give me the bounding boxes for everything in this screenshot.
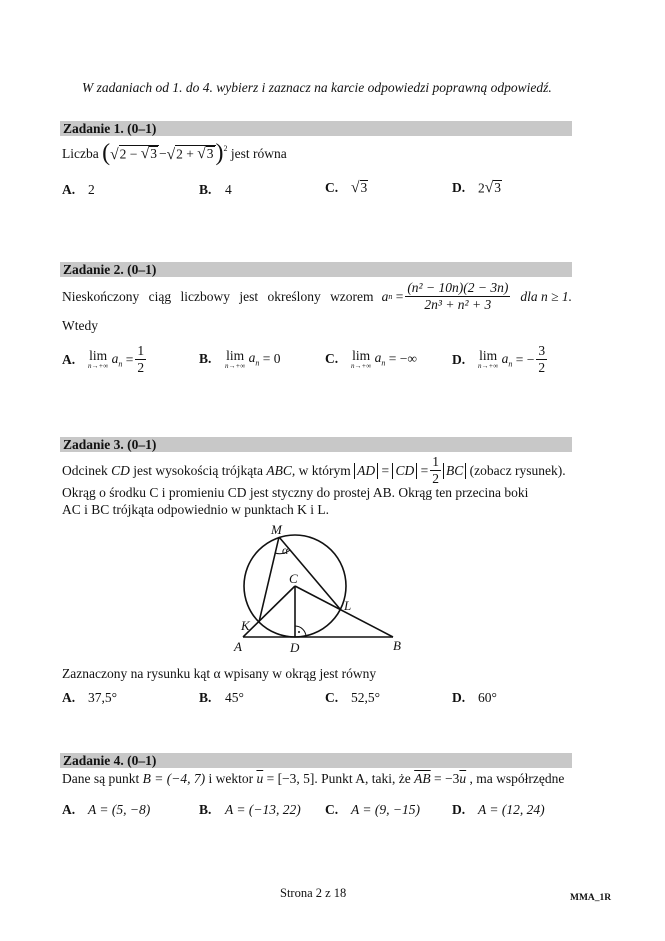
- answer-value: 60°: [478, 690, 497, 705]
- answer-label: C.: [325, 180, 339, 196]
- answer-c[interactable]: C. √ 3: [325, 179, 368, 197]
- answer-value: 3: [494, 180, 502, 195]
- math: $\overline{u}$: [256, 771, 264, 786]
- answer-b[interactable]: [199, 802, 301, 818]
- lim: lim: [479, 348, 498, 364]
- answer-value: 52,5°: [351, 690, 381, 705]
- answer-a[interactable]: [62, 182, 95, 198]
- instructions: W zadaniach od 1. do 4. wybierz i zaznacz na karcie odpowiedzi poprawną odpowiedź.: [82, 80, 552, 95]
- answer-label: A.: [62, 182, 76, 197]
- answer-label: A.: [62, 802, 76, 817]
- label-a: A: [234, 639, 242, 653]
- answer-label: C.: [325, 802, 339, 817]
- math: $\overline{AB}$: [414, 771, 431, 786]
- answer-c[interactable]: C. lim n→+∞ $a_n$ = −∞: [325, 348, 417, 370]
- label-m: M: [271, 522, 282, 537]
- numerator: (n² − 10n)(2 − 3n): [405, 280, 510, 297]
- numerator: 3: [536, 343, 547, 360]
- answer-a[interactable]: [62, 802, 150, 818]
- answer-label: C.: [325, 690, 339, 705]
- exam-code: MMA_1R: [570, 893, 612, 903]
- math: n: [388, 292, 393, 302]
- task-4-header: Zadanie 4. (0–1): [60, 753, 572, 768]
- question-text: jest równa: [230, 145, 287, 161]
- math: AD: [354, 463, 378, 479]
- sqrt-expression: √ 2 + √ 3: [166, 145, 214, 163]
- answer-label: B.: [199, 690, 212, 705]
- answer-value: =: [125, 351, 134, 367]
- task-4-question: [62, 771, 564, 787]
- label-l: L: [344, 598, 352, 613]
- paren: (: [102, 140, 111, 166]
- label-d: D: [290, 640, 300, 653]
- answer-value: 45°: [225, 690, 244, 705]
- answer-label: D.: [452, 690, 466, 705]
- answer-label: B.: [199, 351, 212, 367]
- task-1-header: Zadanie 1. (0–1): [60, 121, 572, 136]
- answer-d[interactable]: D. lim n→+∞ $a_n$ = − $\frac{3}{2}$: [452, 343, 546, 376]
- formula: a n = $\frac{\text{(n² − 10n)(2 − 3n)}}{\text{2n³ + n² + 3}}$: [381, 280, 509, 313]
- label-k: K: [241, 618, 250, 633]
- question-text: Nieskończony ciąg liczbowy jest określony wzorem: [62, 288, 374, 304]
- math: B = (−4, 7): [142, 771, 206, 786]
- task-3-header: Zadanie 3. (0–1): [60, 437, 572, 452]
- task-1-question: [62, 140, 287, 167]
- math: −: [159, 145, 167, 161]
- text: (zobacz rysunek).: [469, 462, 566, 478]
- exponent: 2: [223, 144, 228, 153]
- task-3-line2: Okrąg o środku C i promieniu CD jest styczny do prostej AB. Okrąg ten przecina boki: [62, 485, 529, 500]
- denominator: 2: [432, 471, 439, 487]
- text: . Punkt A, taki, że: [314, 771, 411, 786]
- answer-label: D.: [452, 180, 466, 196]
- answer-b[interactable]: B. lim n→+∞ $a_n$ = 0: [199, 348, 281, 370]
- denominator: 2: [137, 360, 145, 376]
- answer-value: = −: [515, 351, 535, 367]
- lim: lim: [226, 348, 245, 363]
- math: 3: [206, 145, 214, 161]
- sqrt-expression: √ 2 − √ 3: [110, 145, 158, 163]
- answer-b[interactable]: [199, 182, 232, 198]
- question-text: Wtedy: [62, 318, 98, 333]
- answer-d[interactable]: D. 2 √ 3: [452, 179, 502, 197]
- text: i wektor: [208, 771, 254, 786]
- task-2-header: Zadanie 2. (0–1): [60, 262, 572, 277]
- answer-label: D.: [452, 351, 466, 367]
- lim-sub: n→+∞: [351, 361, 372, 370]
- segment-mk: [259, 537, 279, 622]
- task-3-line1: Odcinek CD jest wysokością trójkąta ABC, w którym AD = CD = $\frac{1}{2}$ BC (zobacz rysunek).: [62, 454, 566, 487]
- task-3-question: Zaznaczony na rysunku kąt α wpisany w okrąg jest równy: [62, 666, 377, 681]
- denominator: 2: [538, 360, 546, 376]
- math: 2 −: [119, 146, 141, 162]
- math: CD: [392, 463, 417, 479]
- question-text: Liczba: [62, 145, 99, 161]
- math: = −3: [434, 771, 460, 786]
- text: Dane są punkt: [62, 771, 140, 786]
- math: a: [381, 288, 389, 304]
- label-b: B: [393, 638, 401, 653]
- answer-b[interactable]: [199, 690, 244, 706]
- numerator: 1: [430, 454, 441, 471]
- answer-value: A = (12, 24): [478, 802, 545, 817]
- paren: ): [215, 140, 224, 166]
- lim-sub: n→+∞: [478, 361, 499, 370]
- answer-value: 4: [225, 182, 232, 197]
- numerator: 1: [135, 343, 146, 360]
- answer-label: D.: [452, 802, 466, 817]
- answer-label: A.: [62, 351, 76, 367]
- task-2-question: [62, 280, 572, 313]
- condition: dla n ≥ 1.: [520, 288, 572, 304]
- answer-value: A = (5, −8): [88, 802, 151, 817]
- geometry-figure: [220, 518, 410, 653]
- math: BC: [443, 463, 466, 479]
- answer-label: B.: [199, 802, 212, 817]
- answer-value: = −∞: [388, 351, 417, 367]
- answer-label: B.: [199, 182, 212, 197]
- math: 2 +: [176, 146, 198, 162]
- answer-value: = 0: [262, 351, 281, 367]
- math: 3: [150, 145, 158, 161]
- text: jest wysokością trójkąta: [133, 462, 263, 478]
- answer-value: A = (−13, 22): [225, 802, 301, 817]
- answer-label: A.: [62, 690, 76, 705]
- lim-sub: n→+∞: [88, 361, 109, 370]
- text: w którym: [298, 462, 351, 478]
- answer-value: A = (9, −15): [351, 802, 420, 817]
- math: $\overline{u}$: [459, 771, 467, 786]
- answer-value: 37,5°: [88, 690, 118, 705]
- answer-d[interactable]: [452, 802, 545, 818]
- text: Odcinek: [62, 462, 108, 478]
- answer-c[interactable]: [325, 690, 380, 706]
- answer-value: 2: [88, 182, 95, 197]
- text: CD: [111, 462, 130, 478]
- text: ABC,: [266, 462, 296, 478]
- answer-coef: 2: [478, 180, 485, 196]
- answer-a[interactable]: [62, 690, 117, 706]
- math: = [−3, 5]: [266, 771, 315, 786]
- answer-a[interactable]: A. lim n→+∞ $a_n$ = $\frac{1}{2}$: [62, 343, 145, 376]
- denominator: 2n³ + n² + 3: [424, 297, 492, 313]
- lim-sub: n→+∞: [225, 361, 246, 370]
- answer-value: 3: [360, 180, 368, 195]
- label-alpha: α: [282, 543, 289, 557]
- answer-d[interactable]: [452, 690, 497, 706]
- lim: lim: [352, 348, 371, 363]
- lim: lim: [89, 348, 108, 364]
- text: , ma współrzędne: [469, 771, 565, 786]
- task-3-line3: AC i BC trójkąta odpowiednio w punktach K i L.: [62, 502, 329, 517]
- answer-c[interactable]: [325, 802, 420, 818]
- answer-label: C.: [325, 351, 339, 367]
- page-number: Strona 2 z 18: [280, 886, 347, 900]
- label-c: C: [289, 571, 298, 586]
